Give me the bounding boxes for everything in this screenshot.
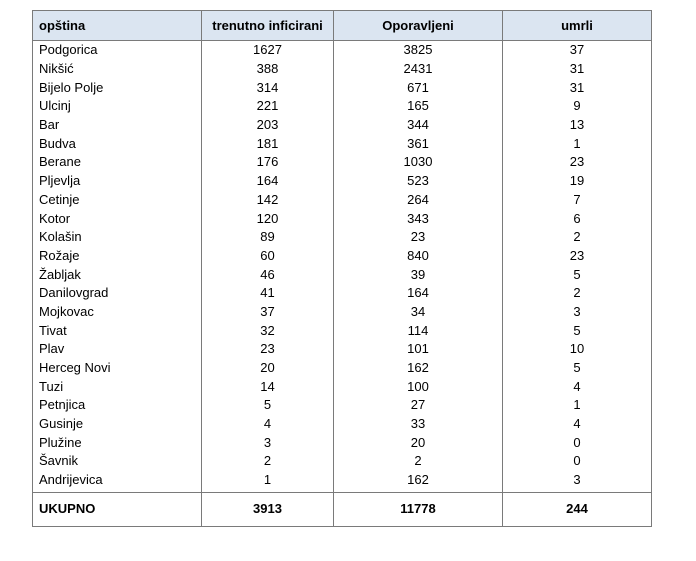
infected-cell: 120 <box>202 209 334 228</box>
deceased-cell: 6 <box>503 209 652 228</box>
deceased-cell: 3 <box>503 471 652 492</box>
deceased-cell: 31 <box>503 60 652 79</box>
recovered-cell: 343 <box>334 209 503 228</box>
deceased-cell: 4 <box>503 377 652 396</box>
table-row <box>33 153 652 172</box>
municipality-cell: Andrijevica <box>33 471 202 492</box>
recovered-cell: 344 <box>334 116 503 135</box>
recovered-cell: 1030 <box>334 153 503 172</box>
infected-cell: 164 <box>202 172 334 191</box>
infected-cell: 388 <box>202 60 334 79</box>
recovered-cell: 165 <box>334 97 503 116</box>
infected-cell: 142 <box>202 191 334 210</box>
infected-cell: 314 <box>202 78 334 97</box>
recovered-cell: 361 <box>334 134 503 153</box>
deceased-cell: 23 <box>503 247 652 266</box>
infected-cell: 20 <box>202 359 334 378</box>
deceased-cell: 13 <box>503 116 652 135</box>
recovered-cell: 523 <box>334 172 503 191</box>
municipality-cell: Tivat <box>33 321 202 340</box>
municipality-cell: Ulcinj <box>33 97 202 116</box>
recovered-cell: 2 <box>334 452 503 471</box>
infected-cell: 3 <box>202 433 334 452</box>
table-row <box>33 41 652 60</box>
table-row <box>33 321 652 340</box>
table-row <box>33 471 652 492</box>
recovered-cell: 101 <box>334 340 503 359</box>
recovered-cell: 23 <box>334 228 503 247</box>
recovered-cell: 162 <box>334 471 503 492</box>
infected-cell: 203 <box>202 116 334 135</box>
municipality-cell: Kolašin <box>33 228 202 247</box>
deceased-cell: 19 <box>503 172 652 191</box>
deceased-cell: 1 <box>503 134 652 153</box>
deceased-cell: 3 <box>503 303 652 322</box>
infected-cell: 14 <box>202 377 334 396</box>
municipality-cell: Plav <box>33 340 202 359</box>
total-label: UKUPNO <box>33 492 202 526</box>
deceased-cell: 7 <box>503 191 652 210</box>
recovered-cell: 39 <box>334 265 503 284</box>
recovered-cell: 164 <box>334 284 503 303</box>
table-row <box>33 452 652 471</box>
table-row <box>33 359 652 378</box>
recovered-cell: 2431 <box>334 60 503 79</box>
deceased-cell: 5 <box>503 321 652 340</box>
deceased-cell: 2 <box>503 228 652 247</box>
infected-cell: 41 <box>202 284 334 303</box>
municipality-cell: Žabljak <box>33 265 202 284</box>
total-trenutno-inficirani: 3913 <box>202 492 334 526</box>
municipality-cell: Tuzi <box>33 377 202 396</box>
header-opstina: opština <box>33 11 202 41</box>
infected-cell: 1627 <box>202 41 334 60</box>
deceased-cell: 31 <box>503 78 652 97</box>
deceased-cell: 37 <box>503 41 652 60</box>
header-oporavljeni: Oporavljeni <box>334 11 503 41</box>
infected-cell: 23 <box>202 340 334 359</box>
infected-cell: 89 <box>202 228 334 247</box>
municipality-cell: Kotor <box>33 209 202 228</box>
table-row <box>33 172 652 191</box>
municipality-cell: Mojkovac <box>33 303 202 322</box>
table-row <box>33 377 652 396</box>
municipality-cell: Cetinje <box>33 191 202 210</box>
deceased-cell: 10 <box>503 340 652 359</box>
table-row <box>33 340 652 359</box>
table-row <box>33 209 652 228</box>
deceased-cell: 0 <box>503 433 652 452</box>
header-row <box>33 11 652 41</box>
deceased-cell: 1 <box>503 396 652 415</box>
municipality-cell: Herceg Novi <box>33 359 202 378</box>
infected-cell: 37 <box>202 303 334 322</box>
municipality-cell: Bar <box>33 116 202 135</box>
infected-cell: 60 <box>202 247 334 266</box>
infected-cell: 5 <box>202 396 334 415</box>
table-row <box>33 303 652 322</box>
recovered-cell: 840 <box>334 247 503 266</box>
recovered-cell: 162 <box>334 359 503 378</box>
municipality-cell: Gusinje <box>33 415 202 434</box>
infected-cell: 176 <box>202 153 334 172</box>
table-body <box>33 41 652 493</box>
table-row <box>33 284 652 303</box>
recovered-cell: 20 <box>334 433 503 452</box>
table-row <box>33 247 652 266</box>
municipality-cell: Petnjica <box>33 396 202 415</box>
deceased-cell: 5 <box>503 265 652 284</box>
deceased-cell: 5 <box>503 359 652 378</box>
table-row <box>33 191 652 210</box>
table-row <box>33 415 652 434</box>
total-umrli: 244 <box>503 492 652 526</box>
header-trenutno-inficirani: trenutno inficirani <box>202 11 334 41</box>
table-row <box>33 134 652 153</box>
recovered-cell: 3825 <box>334 41 503 60</box>
recovered-cell: 100 <box>334 377 503 396</box>
municipality-cell: Rožaje <box>33 247 202 266</box>
infected-cell: 1 <box>202 471 334 492</box>
municipality-cell: Danilovgrad <box>33 284 202 303</box>
municipality-cell: Pljevlja <box>33 172 202 191</box>
recovered-cell: 114 <box>334 321 503 340</box>
infected-cell: 2 <box>202 452 334 471</box>
municipality-cell: Šavnik <box>33 452 202 471</box>
infected-cell: 4 <box>202 415 334 434</box>
deceased-cell: 2 <box>503 284 652 303</box>
deceased-cell: 4 <box>503 415 652 434</box>
total-oporavljeni: 11778 <box>334 492 503 526</box>
municipality-cell: Nikšić <box>33 60 202 79</box>
total-row <box>33 492 652 526</box>
municipality-cell: Bijelo Polje <box>33 78 202 97</box>
municipality-cell: Plužine <box>33 433 202 452</box>
table-row <box>33 396 652 415</box>
recovered-cell: 34 <box>334 303 503 322</box>
municipality-cell: Podgorica <box>33 41 202 60</box>
table-row <box>33 97 652 116</box>
recovered-cell: 671 <box>334 78 503 97</box>
deceased-cell: 9 <box>503 97 652 116</box>
table-row <box>33 228 652 247</box>
recovered-cell: 33 <box>334 415 503 434</box>
covid-municipality-table <box>32 10 652 527</box>
infected-cell: 221 <box>202 97 334 116</box>
header-umrli: umrli <box>503 11 652 41</box>
table-row <box>33 433 652 452</box>
deceased-cell: 23 <box>503 153 652 172</box>
table-row <box>33 78 652 97</box>
municipality-cell: Berane <box>33 153 202 172</box>
table-row <box>33 265 652 284</box>
recovered-cell: 264 <box>334 191 503 210</box>
infected-cell: 46 <box>202 265 334 284</box>
infected-cell: 181 <box>202 134 334 153</box>
recovered-cell: 27 <box>334 396 503 415</box>
municipality-cell: Budva <box>33 134 202 153</box>
table-row <box>33 116 652 135</box>
table-row <box>33 60 652 79</box>
infected-cell: 32 <box>202 321 334 340</box>
deceased-cell: 0 <box>503 452 652 471</box>
